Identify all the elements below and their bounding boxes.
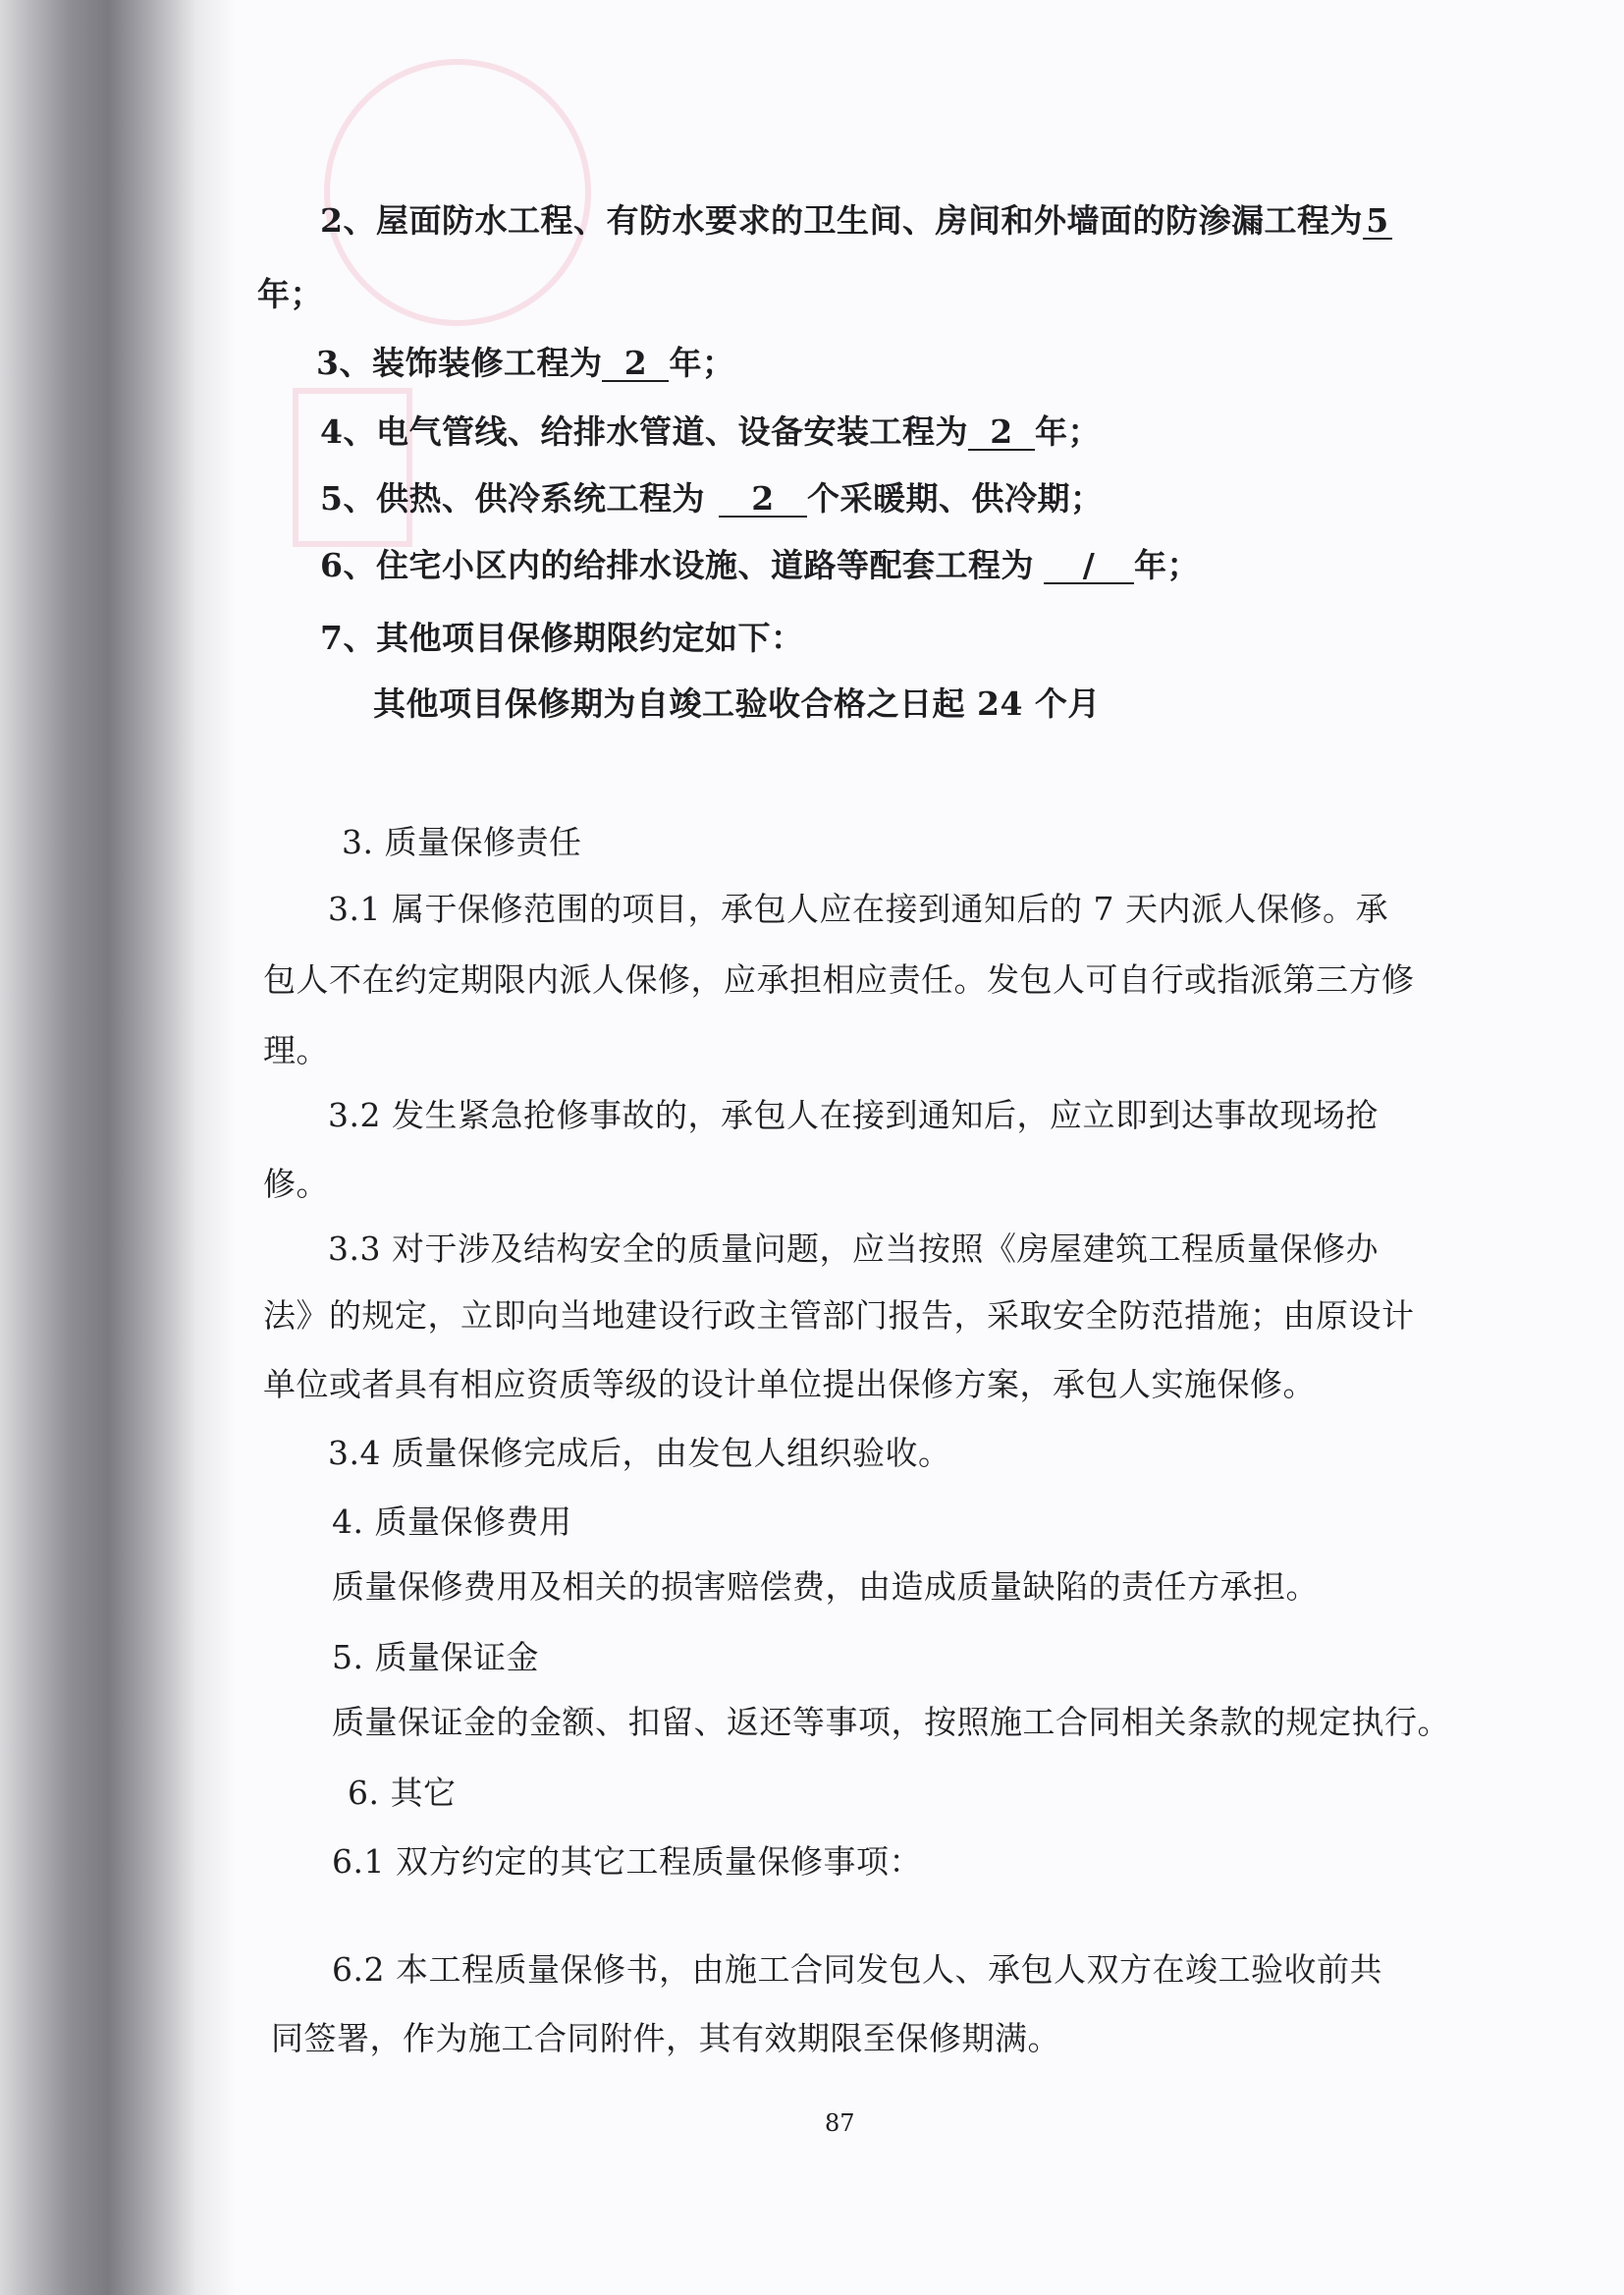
section4-body: 质量保修费用及相关的损害赔偿费，由造成质量缺陷的责任方承担。 — [332, 1567, 1319, 1606]
page-number: 87 — [825, 2109, 855, 2137]
section6-1: 6.1 双方约定的其它工程质量保修事项： — [332, 1842, 922, 1881]
section5-body: 质量保证金的金额、扣留、返还等事项，按照施工合同相关条款的规定执行。 — [332, 1703, 1450, 1741]
item3-suffix: 年； — [669, 344, 735, 382]
item5-prefix: 5、供热、供冷系统工程为 — [320, 479, 705, 518]
section3-4: 3.4 质量保修完成后，由发包人组织验收。 — [328, 1434, 951, 1472]
section3-2-line1: 3.2 发生紧急抢修事故的，承包人在接到通知后，应立即到达事故现场抢 — [328, 1096, 1379, 1134]
section3-2-line2: 修。 — [263, 1165, 329, 1203]
item2-suffix: 年； — [257, 275, 323, 313]
item5-line — [320, 479, 1103, 519]
section3-heading: 3. 质量保修责任 — [342, 823, 582, 861]
section3-3-line1: 3.3 对于涉及结构安全的质量问题，应当按照《房屋建筑工程质量保修办 — [328, 1229, 1379, 1268]
item4-line — [320, 412, 1101, 452]
section6-2-line1: 6.2 本工程质量保修书，由施工合同发包人、承包人双方在竣工验收前共 — [332, 1950, 1382, 1989]
item7-detail: 其他项目保修期为自竣工验收合格之日起 24 个月 — [373, 684, 1101, 723]
scan-edge-shadow — [0, 0, 236, 2295]
item5-value: 2 — [719, 482, 807, 518]
item4-value: 2 — [968, 415, 1035, 451]
section5-heading: 5. 质量保证金 — [332, 1638, 539, 1676]
item2-prefix: 2、屋面防水工程、有防水要求的卫生间、房间和外墙面的防渗漏工程为 — [320, 201, 1363, 240]
item3-prefix: 3、装饰装修工程为 — [316, 344, 603, 382]
item4-suffix: 年； — [1034, 412, 1101, 451]
section6-2-line2: 同签署，作为施工合同附件，其有效期限至保修期满。 — [271, 2019, 1060, 2057]
section4-heading: 4. 质量保修费用 — [332, 1503, 572, 1541]
faded-seal-stamp — [324, 59, 591, 326]
section3-1-line1: 3.1 属于保修范围的项目，承包人应在接到通知后的 7 天内派人保修。承 — [328, 890, 1388, 928]
item3-line — [316, 344, 734, 383]
section6-heading: 6. 其它 — [348, 1774, 457, 1812]
item6-line — [320, 546, 1200, 585]
section3-3-line2: 法》的规定，立即向当地建设行政主管部门报告，采取安全防范措施；由原设计 — [263, 1296, 1415, 1335]
item3-value: 2 — [602, 347, 669, 382]
item4-prefix: 4、电气管线、给排水管道、设备安装工程为 — [320, 412, 968, 451]
section3-3-line3: 单位或者具有相应资质等级的设计单位提出保修方案，承包人实施保修。 — [263, 1365, 1316, 1403]
item6-prefix: 6、住宅小区内的给排水设施、道路等配套工程为 — [320, 546, 1034, 584]
item5-suffix: 个采暖期、供冷期； — [806, 479, 1104, 518]
item7-line: 7、其他项目保修期限约定如下： — [320, 619, 804, 657]
section3-1-line2: 包人不在约定期限内派人保修，应承担相应责任。发包人可自行或指派第三方修 — [263, 960, 1415, 999]
item2-line — [320, 201, 1392, 241]
item2-value: 5 — [1363, 204, 1392, 240]
item6-value: / — [1044, 549, 1134, 584]
item6-suffix: 年； — [1133, 546, 1200, 584]
section3-1-line3: 理。 — [263, 1031, 329, 1069]
